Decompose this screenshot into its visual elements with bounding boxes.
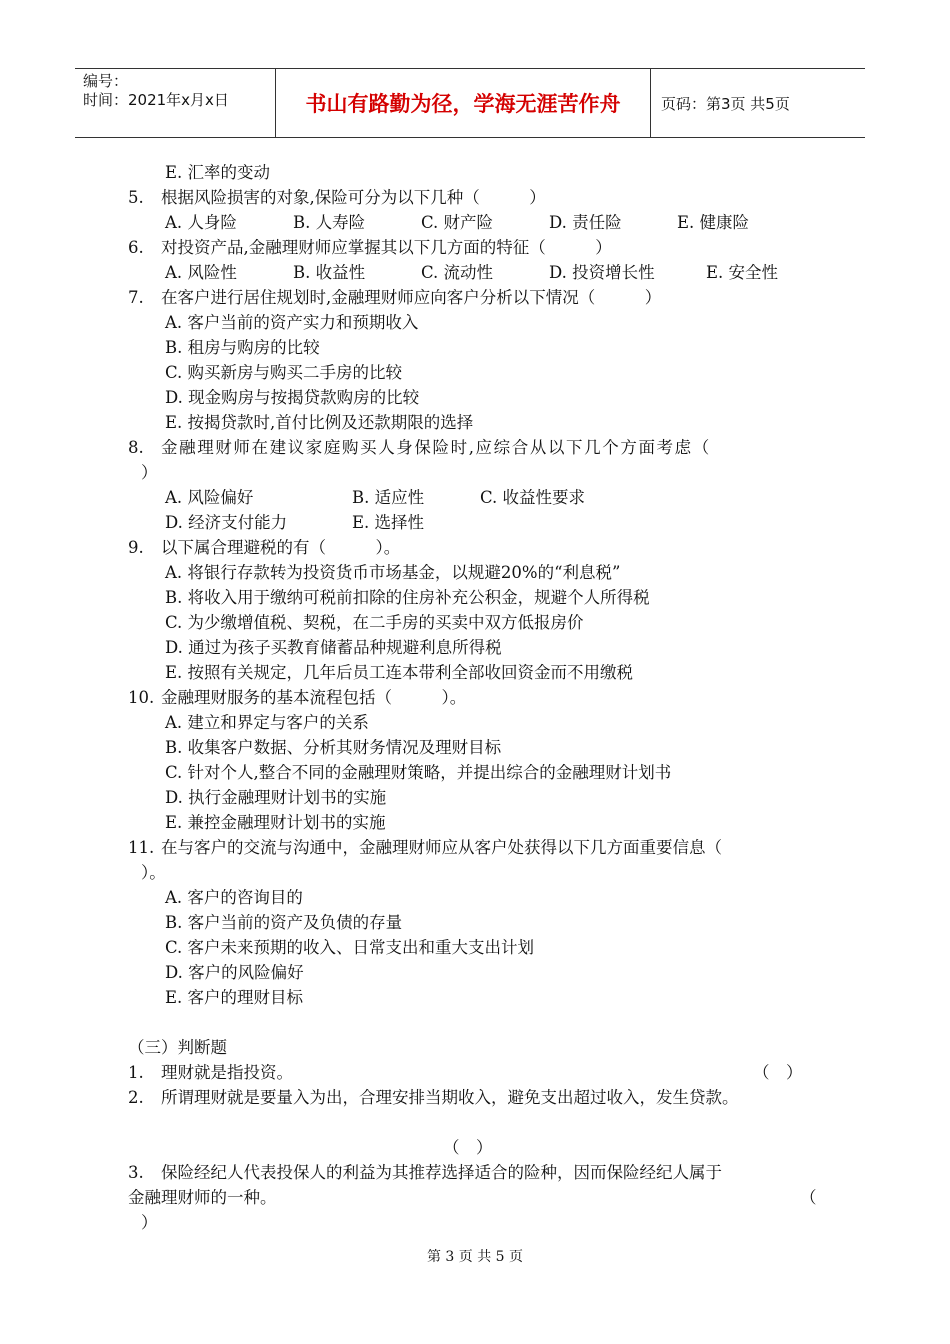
option-line: C. 针对个人,整合不同的金融理财策略，并提出综合的金融理财计划书 [165, 763, 672, 782]
options-row [128, 485, 828, 510]
option-line: E. 按照有关规定，几年后员工连本带利全部收回资金而不用缴税 [165, 663, 634, 682]
options-row [128, 210, 828, 235]
judge-2 [128, 1085, 828, 1110]
option: C. 财产险 [421, 213, 494, 232]
question-text: 根据风险损害的对象,保险可分为以下几种（ ） [161, 188, 546, 207]
question-number: 8. [128, 438, 144, 457]
option-line: B. 收集客户数据、分析其财务情况及理财目标 [165, 738, 502, 757]
option-line: D. 现金购房与按揭贷款购房的比较 [165, 388, 420, 407]
document-header [75, 68, 865, 138]
option-line: C. 客户未来预期的收入、日常支出和重大支出计划 [165, 938, 535, 957]
option: D. 经济支付能力 [165, 513, 288, 532]
option: C. 收益性要求 [480, 488, 586, 507]
option: A. 人身险 [165, 213, 237, 232]
options-row [128, 510, 828, 535]
answer-paren: （ ） [443, 1138, 493, 1157]
option-line: B. 将收入用于缴纳可税前扣除的住房补充公积金，规避个人所得税 [165, 588, 650, 607]
option: B. 收益性 [293, 263, 366, 282]
option-line: D. 通过为孩子买教育储蓄品种规避利息所得税 [165, 638, 502, 657]
option-line: E. 兼控金融理财计划书的实施 [165, 813, 386, 832]
question-number: 11. [128, 838, 155, 857]
question-number: 1. [128, 1063, 144, 1082]
question-text: 在与客户的交流与沟通中，金融理财师应从客户处获得以下几方面重要信息（ [161, 838, 722, 857]
option: B. 适应性 [352, 488, 425, 507]
answer-paren: （ ） [753, 1063, 803, 1082]
question-number: 7. [128, 288, 144, 307]
question-text: 金融理财师在建议家庭购买人身保险时,应综合从以下几个方面考虑（ [161, 438, 711, 457]
question-10 [128, 685, 828, 710]
question-text: 金融理财服务的基本流程包括（ ）。 [161, 688, 467, 707]
option: A. 风险性 [165, 263, 237, 282]
option-line: C. 购买新房与购买二手房的比较 [165, 363, 403, 382]
question-number: 3. [128, 1163, 144, 1182]
option-line: B. 客户当前的资产及负债的存量 [165, 913, 403, 932]
option: D. 责任险 [549, 213, 622, 232]
question-7 [128, 285, 828, 310]
answer-paren-close: ） [141, 1213, 158, 1232]
option-line: A. 建立和界定与客户的关系 [165, 713, 369, 732]
judge-3 [128, 1160, 828, 1185]
option-line: A. 客户当前的资产实力和预期收入 [165, 313, 419, 332]
option: A. 风险偏好 [165, 488, 254, 507]
time-label: 时间：2021年x月x日 [83, 91, 229, 109]
question-text: 理财就是指投资。 [161, 1063, 293, 1082]
question-number: 2. [128, 1088, 144, 1107]
option-line: B. 租房与购房的比较 [165, 338, 320, 357]
option: E. 安全性 [706, 263, 779, 282]
question-text: 对投资产品,金融理财师应掌握其以下几方面的特征（ ） [161, 238, 612, 257]
question-text: 金融理财师的一种。 [128, 1188, 277, 1207]
spacer [128, 1010, 828, 1035]
spacer [128, 1110, 828, 1135]
option-line: D. 执行金融理财计划书的实施 [165, 788, 387, 807]
answer-line [128, 1135, 828, 1160]
question-text: 以下属合理避税的有（ ）。 [161, 538, 401, 557]
header-motto: 书山有路勤为径，学海无涯苦作舟 [276, 69, 651, 137]
question-number: 5. [128, 188, 144, 207]
option-line: E. 汇率的变动 [165, 163, 271, 182]
option-line: D. 客户的风险偏好 [165, 963, 304, 982]
question-number: 6. [128, 238, 144, 257]
question-number: 10. [128, 688, 155, 707]
answer-paren-open: （ [800, 1188, 817, 1207]
question-text: 所谓理财就是要量入为出，合理安排当期收入，避免支出超过收入，发生贷款。 [161, 1088, 739, 1107]
question-continuation: ） [141, 463, 158, 482]
header-page-label: 页码：第3页 共5页 [661, 94, 790, 113]
section-heading: （三）判断题 [128, 1038, 227, 1057]
page-footer: 第 3 页 共 5 页 [426, 1249, 524, 1265]
option: B. 人寿险 [293, 213, 366, 232]
question-number: 9. [128, 538, 144, 557]
question-8 [128, 435, 828, 460]
option-line: C. 为少缴增值税、契税，在二手房的买卖中双方低报房价 [165, 613, 584, 632]
question-text: 在客户进行居住规划时,金融理财师应向客户分析以下情况（ ） [161, 288, 662, 307]
header-info [75, 69, 276, 137]
option-line: E. 客户的理财目标 [165, 988, 304, 1007]
question-text: 保险经纪人代表投保人的利益为其推荐选择适合的险种，因而保险经纪人属于 [161, 1163, 722, 1182]
option-line: E. 按揭贷款时,首付比例及还款期限的选择 [165, 413, 474, 432]
option-line: A. 将银行存款转为投资货币市场基金，以规避20%的“利息税” [165, 563, 621, 582]
option: D. 投资增长性 [549, 263, 655, 282]
option: C. 流动性 [421, 263, 494, 282]
option: E. 健康险 [677, 213, 750, 232]
option-line: A. 客户的咨询目的 [165, 888, 303, 907]
question-continuation: ）。 [141, 863, 166, 882]
question-11 [128, 835, 828, 860]
question-6 [128, 235, 828, 260]
options-row [128, 260, 828, 285]
question-5 [128, 185, 828, 210]
question-continuation [128, 1185, 828, 1210]
judge-1 [128, 1060, 828, 1085]
question-9 [128, 535, 828, 560]
number-label: 编号： [83, 72, 129, 90]
document-body [128, 160, 828, 1235]
option: E. 选择性 [352, 513, 425, 532]
